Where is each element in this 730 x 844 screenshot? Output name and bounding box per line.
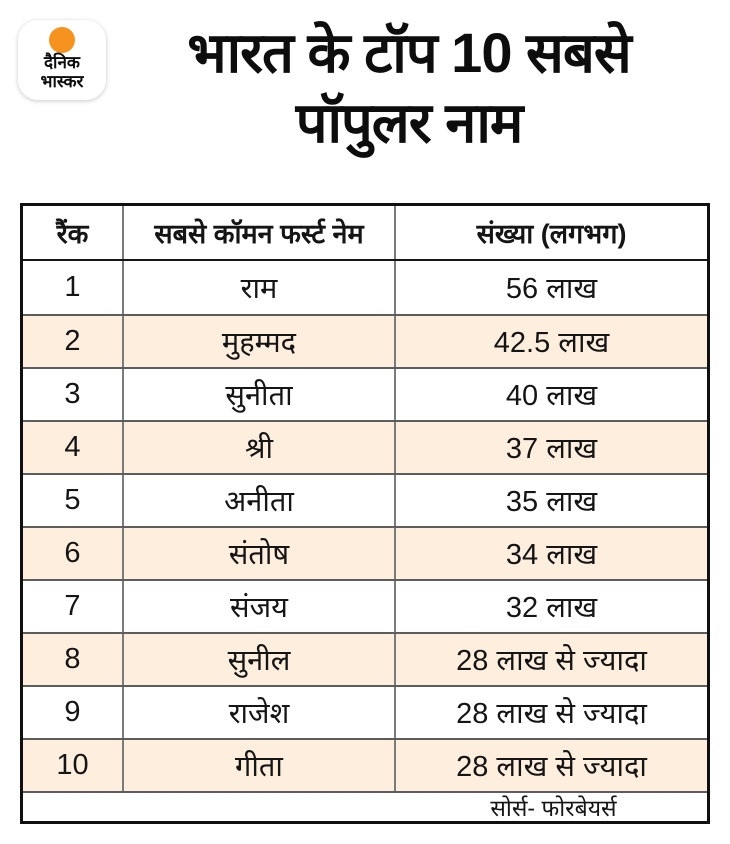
rank-cell: 5 xyxy=(23,475,124,526)
rank-cell: 8 xyxy=(23,634,124,685)
name-cell: मुहम्मद xyxy=(124,316,396,367)
page-title xyxy=(108,18,710,158)
table-row xyxy=(23,685,707,738)
logo-text-line2: भास्कर xyxy=(40,71,84,91)
table-footer-row xyxy=(23,791,707,821)
name-cell: गीता xyxy=(124,740,396,791)
header-count: संख्या (लगभग) xyxy=(476,219,627,249)
table-row xyxy=(23,738,707,791)
table-row xyxy=(23,261,707,314)
count-cell: 56 लाख xyxy=(505,273,598,305)
count-cell: 35 लाख xyxy=(505,486,598,518)
table-row xyxy=(23,473,707,526)
name-cell: संजय xyxy=(124,581,396,632)
count-cell: 28 लाख से ज्यादा xyxy=(456,645,647,677)
table-row xyxy=(23,632,707,685)
table-row xyxy=(23,314,707,367)
header-rank: रैंक xyxy=(23,206,124,259)
count-cell: 42.5 लाख xyxy=(493,327,610,359)
source-text: सोर्स- फोरबेयर्स xyxy=(490,795,617,821)
dainik-bhaskar-logo xyxy=(18,20,106,100)
rank-cell: 10 xyxy=(23,740,124,791)
rank-cell: 9 xyxy=(23,687,124,738)
table-row xyxy=(23,579,707,632)
count-cell: 37 लाख xyxy=(505,433,598,465)
header-name: सबसे कॉमन फर्स्ट नेम xyxy=(124,206,396,259)
header xyxy=(0,0,730,200)
count-cell: 28 लाख से ज्यादा xyxy=(456,698,647,730)
name-cell: सुनील xyxy=(124,634,396,685)
sun-dot-icon xyxy=(49,27,75,53)
name-cell: श्री xyxy=(124,422,396,473)
name-cell: संतोष xyxy=(124,528,396,579)
name-cell: राजेश xyxy=(124,687,396,738)
count-cell: 34 लाख xyxy=(505,539,598,571)
name-cell: राम xyxy=(124,261,396,314)
rank-cell: 4 xyxy=(23,422,124,473)
table-body xyxy=(23,261,707,791)
rank-cell: 7 xyxy=(23,581,124,632)
rank-cell: 6 xyxy=(23,528,124,579)
count-cell: 28 लाख से ज्यादा xyxy=(456,751,647,783)
table-row xyxy=(23,420,707,473)
table-header-row xyxy=(23,206,707,261)
table-row xyxy=(23,367,707,420)
rank-cell: 1 xyxy=(23,261,124,314)
rank-cell: 2 xyxy=(23,316,124,367)
count-cell: 32 लाख xyxy=(505,592,598,624)
page-title-line2: पॉपुलर नाम xyxy=(295,91,523,154)
table-row xyxy=(23,526,707,579)
logo-text-line1: दैनिक xyxy=(44,53,80,72)
count-cell: 40 लाख xyxy=(505,380,598,412)
top-names-table xyxy=(20,203,710,824)
name-cell: अनीता xyxy=(124,475,396,526)
name-cell: सुनीता xyxy=(124,369,396,420)
page-title-line1: भारत के टॉप 10 सबसे xyxy=(187,21,631,84)
rank-cell: 3 xyxy=(23,369,124,420)
